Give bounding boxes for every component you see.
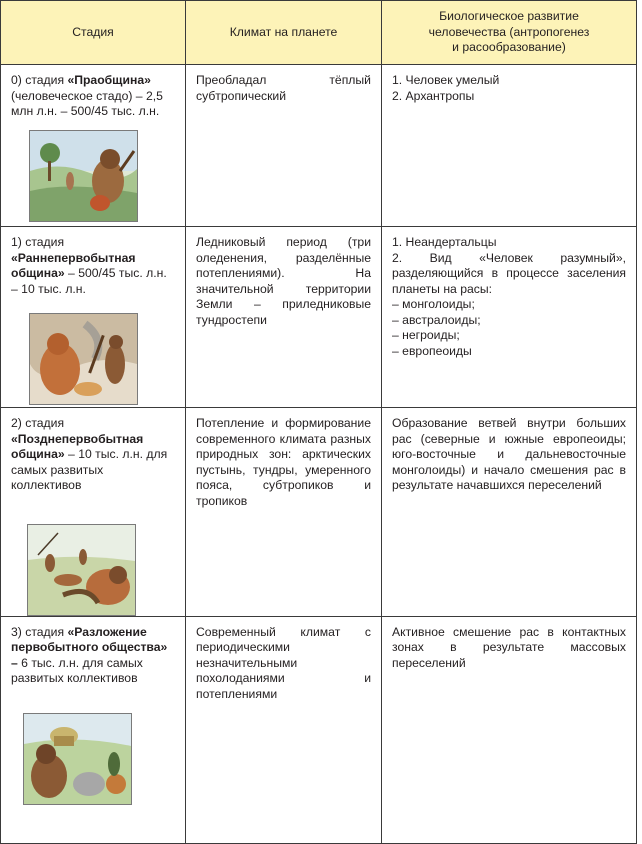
bio-cell (382, 616, 637, 843)
climate-text: Современный климат с периодическими незначительными похолоданиями и потеплениями (196, 624, 371, 701)
bio-cell (382, 65, 637, 227)
header-climate: Климат на планете (186, 1, 382, 65)
climate-cell (186, 227, 382, 408)
climate-cell (186, 65, 382, 227)
primitive-herd-illustration (29, 130, 138, 222)
header-bio (382, 1, 637, 65)
climate-cell (186, 408, 382, 617)
stage-name: «Праобщина» (67, 73, 151, 87)
bio-line: 2. Вид «Человек разумный», разделяющийся в процессе заселения планеты на расы: (392, 250, 626, 296)
stage-prefix: 2) стадия (11, 416, 65, 430)
header-row (1, 1, 637, 65)
header-bio-line: и расообразование) (452, 40, 566, 55)
table-row (1, 227, 637, 408)
bio-text (382, 65, 636, 104)
bio-line: – европеоиды (392, 343, 472, 358)
bio-cell (382, 408, 637, 617)
bio-line: – негроиды; (392, 328, 460, 342)
header-stage: Стадия (1, 1, 186, 65)
stage-prefix: 3) стадия (11, 624, 68, 639)
climate-cell (186, 616, 382, 843)
table-row (1, 65, 637, 227)
stage-prefix: 1) стадия (11, 235, 65, 249)
bio-text: Образование ветвей внутри больших рас (северные и южные европеоиды; юго-восточные и дальневосточные монголоиды) и начало смешения рас в результате начавшихся переселений (392, 416, 626, 492)
bio-line: – австралоиды; (392, 312, 481, 327)
stage-text (1, 617, 185, 687)
stage-cell (1, 65, 186, 227)
bio-line: 1. Человек умелый (392, 73, 500, 87)
bio-line: 1. Неандертальцы (392, 235, 497, 249)
stage-cell (1, 616, 186, 843)
bio-line: 2. Архантропы (392, 88, 475, 103)
stage-name: «Разложение первобытного общества» – (11, 624, 168, 670)
climate-text: Преобладал тёплый субтропический (196, 73, 371, 103)
bio-cell (382, 227, 637, 408)
stage-name: «Позднепервобытная община» (11, 431, 144, 461)
stage-cell (1, 408, 186, 617)
bio-line: – монголоиды; (392, 297, 475, 311)
stage-cell (1, 227, 186, 408)
header-bio-line: человечества (антропогенез (428, 24, 590, 39)
table-row (1, 616, 637, 843)
stage-text (1, 408, 185, 494)
stage-rest: – 500/45 тыс. л.н. – 10 тыс. л.н. (11, 266, 167, 296)
early-community-illustration (29, 313, 138, 405)
bio-text: Активное смешение рас в контактных зонах в результате массовых переселений (392, 624, 626, 670)
hunters-illustration (27, 524, 136, 616)
stage-name: «Раннепервобытная община» (11, 250, 136, 280)
climate-text: Потепление и формирование современного климата разных природных зон: арктических пустынь, тундры, умеренного пояса, субтропиков и тропиков (196, 416, 371, 508)
stage-text (1, 227, 185, 297)
bio-text (382, 227, 636, 359)
stage-rest: (человеческое стадо) – 2,5 млн л.н. – 500/45 тыс. л.н. (11, 88, 163, 118)
table-row (1, 408, 637, 617)
stage-prefix: 0) стадия (11, 73, 68, 87)
header-bio-line: Биологическое развитие (439, 9, 579, 24)
climate-text: Ледниковый период (три оледенения, разделённые потеплениями). На значительной территории Земли – приледниковые тундростепи (196, 235, 371, 327)
stage-rest: – 10 тыс. л.н. для самых развитых коллективов (11, 447, 168, 492)
stage-rest: 6 тыс. л.н. для самых развитых коллективов (11, 655, 143, 685)
settlement-illustration (23, 713, 132, 805)
stage-text (1, 65, 185, 120)
